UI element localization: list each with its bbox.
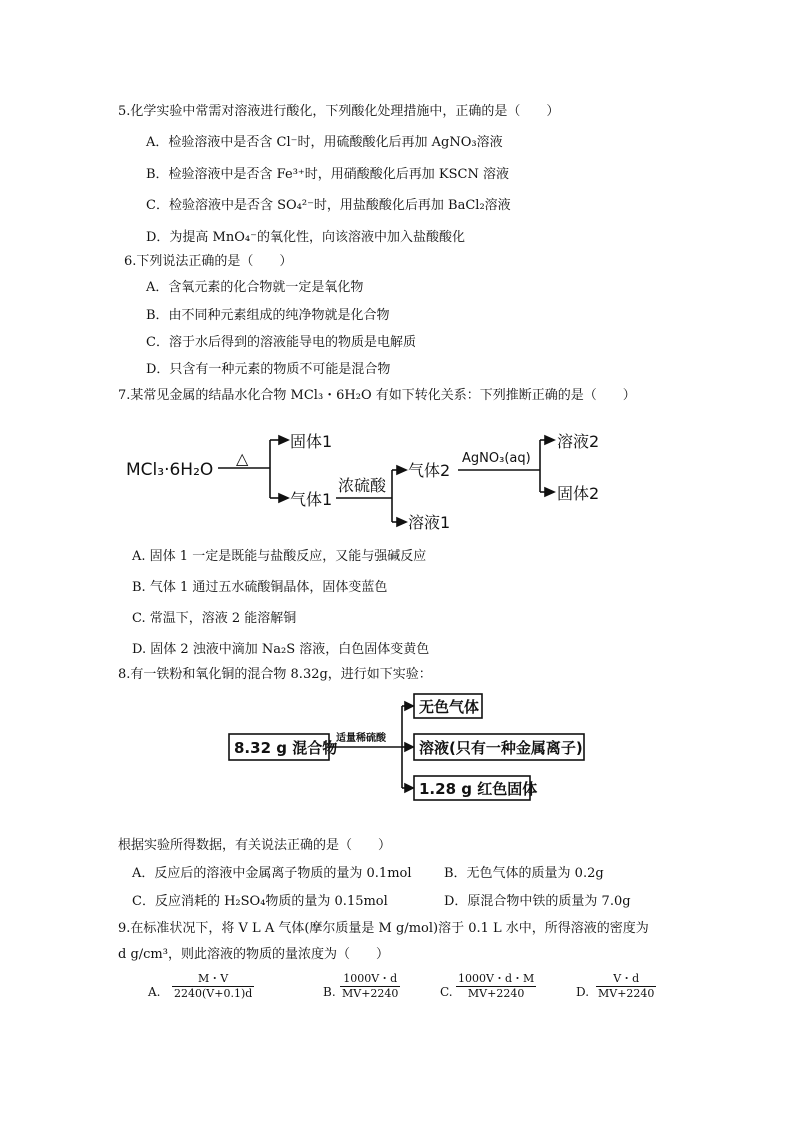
q7-option-c: C. 常温下，溶液 2 能溶解铜 bbox=[132, 611, 297, 626]
q9-stem-line2: d g/cm³，则此溶液的物质的量浓度为（ ） bbox=[118, 947, 389, 962]
q9-option-b-denominator: MV+2240 bbox=[342, 987, 399, 1000]
q9-option-d-numerator: V・d bbox=[596, 972, 656, 987]
q7-solid2-label: 固体2 bbox=[557, 484, 600, 503]
q8-output-solid: 1.28 g 红色固体 bbox=[419, 780, 538, 798]
q8-start-mixture: 8.32 g 混合物 bbox=[234, 739, 338, 757]
q7-heat-symbol: △ bbox=[236, 449, 249, 468]
q9-option-d-fraction bbox=[596, 972, 656, 1001]
q9-option-a-denominator: 2240(V+0.1)d bbox=[174, 987, 253, 1000]
q6-option-a: A．含氧元素的化合物就一定是氧化物 bbox=[146, 280, 364, 295]
q6-stem: 6.下列说法正确的是（ ） bbox=[124, 254, 293, 269]
q8-stem: 8.有一铁粉和氧化铜的混合物 8.32g，进行如下实验： bbox=[118, 667, 432, 682]
q7-option-a: A. 固体 1 一定是既能与盐酸反应，又能与强碱反应 bbox=[132, 549, 427, 564]
q9-option-c-fraction bbox=[456, 972, 536, 1001]
q7-reagent2-label: AgNO₃(aq) bbox=[462, 451, 531, 466]
q6-option-d: D．只含有一种元素的物质不可能是混合物 bbox=[146, 362, 391, 377]
q9-stem-line1: 9.在标准状况下，将 V L A 气体(摩尔质量是 M g/mol)溶于 0.1 L 水中，所得溶液的密度为 bbox=[118, 921, 649, 936]
q7-gas1-label: 气体1 bbox=[290, 490, 333, 509]
q9-option-c-label: C. bbox=[440, 985, 453, 999]
q7-reagent1-label: 浓硫酸 bbox=[338, 476, 387, 495]
q8-output-gas: 无色气体 bbox=[419, 698, 480, 716]
q5-option-c: C．检验溶液中是否含 SO₄²⁻时，用盐酸酸化后再加 BaCl₂溶液 bbox=[146, 198, 511, 213]
q9-option-a-label: A. bbox=[148, 985, 161, 999]
q7-option-b: B. 气体 1 通过五水硫酸铜晶体，固体变蓝色 bbox=[132, 580, 388, 595]
q6-option-b: B．由不同种元素组成的纯净物就是化合物 bbox=[146, 308, 390, 323]
q5-option-b: B．检验溶液中是否含 Fe³⁺时，用硝酸酸化后再加 KSCN 溶液 bbox=[146, 167, 509, 182]
q9-option-a-numerator: M・V bbox=[172, 972, 254, 987]
q5-option-a: A．检验溶液中是否含 Cl⁻时，用硫酸酸化后再加 AgNO₃溶液 bbox=[146, 135, 503, 150]
q9-option-c-numerator: 1000V・d・M bbox=[458, 972, 535, 985]
q7-stem: 7.某常见金属的结晶水化合物 MCl₃・6H₂O 有如下转化关系：下列推断正确的是（ ） bbox=[118, 388, 636, 403]
q6-option-c: C．溶于水后得到的溶液能导电的物质是电解质 bbox=[146, 335, 416, 350]
q8-experiment-diagram bbox=[226, 690, 596, 806]
q9-option-a-fraction bbox=[172, 972, 254, 1001]
q8-option-b: B．无色气体的质量为 0.2g bbox=[444, 866, 604, 881]
q7-gas2-label: 气体2 bbox=[408, 461, 451, 480]
q8-output-solution: 溶液(只有一种金属离子) bbox=[419, 739, 583, 757]
q9-option-d-label: D. bbox=[576, 985, 590, 999]
q9-option-b-numerator: 1000V・d bbox=[340, 972, 400, 987]
q7-start-compound: MCl₃·6H₂O bbox=[126, 460, 214, 480]
q9-option-b-label: B. bbox=[323, 985, 336, 999]
q8-option-c: C．反应消耗的 H₂SO₄物质的量为 0.15mol bbox=[132, 894, 388, 909]
q9-option-b-fraction bbox=[340, 972, 400, 1001]
q8-reagent-label: 适量稀硫酸 bbox=[336, 733, 386, 744]
q7-reaction-diagram bbox=[120, 418, 620, 536]
q7-solid1-label: 固体1 bbox=[290, 432, 333, 451]
q7-solution2-label: 溶液2 bbox=[557, 432, 600, 451]
q7-solution1-label: 溶液1 bbox=[408, 513, 451, 532]
q9-option-c-denominator: MV+2240 bbox=[467, 987, 525, 1000]
q5-option-d: D．为提高 MnO₄⁻的氧化性，向该溶液中加入盐酸酸化 bbox=[146, 230, 465, 245]
q8-option-d: D．原混合物中铁的质量为 7.0g bbox=[444, 894, 631, 909]
q7-option-d: D. 固体 2 浊液中滴加 Na₂S 溶液，白色固体变黄色 bbox=[132, 642, 430, 657]
q9-option-d-denominator: MV+2240 bbox=[598, 987, 655, 1000]
q5-stem: 5.化学实验中常需对溶液进行酸化，下列酸化处理措施中，正确的是（ ） bbox=[118, 104, 560, 119]
q8-option-a: A．反应后的溶液中金属离子物质的量为 0.1mol bbox=[132, 866, 412, 881]
q8-lead: 根据实验所得数据，有关说法正确的是（ ） bbox=[118, 838, 392, 853]
